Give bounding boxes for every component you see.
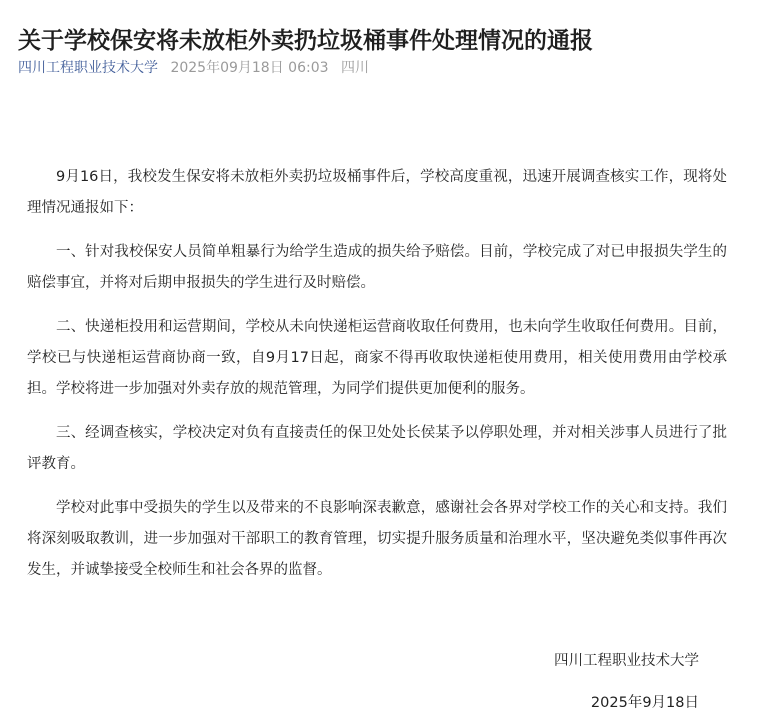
paragraph-item-1: 一、针对我校保安人员简单粗暴行为给学生造成的损失给予赔偿。目前，学校完成了对已申报损失学生的赔偿事宜，并将对后期申报损失的学生进行及时赔偿。 <box>27 244 727 291</box>
publish-date: 2025年09月18日 06:03 <box>170 60 329 76</box>
article-body <box>27 162 727 599</box>
paragraph-intro: 9月16日，我校发生保安将未放柜外卖扔垃圾桶事件后，学校高度重视，迅速开展调查核实工作，现将处理情况通报如下： <box>27 169 727 216</box>
paragraph-item-2: 二、快递柜投用和运营期间，学校从未向快递柜运营商收取任何费用，也未向学生收取任何费用。目前，学校已与快递柜运营商协商一致，自9月17日起，商家不得再收取快递柜使用费用，相关使用费用由学校承担。学校将进一步加强对外卖存放的规范管理，为同学们提供更加便利的服务。 <box>27 319 727 397</box>
region-label: 四川 <box>340 60 369 76</box>
article-title: 关于学校保安将未放柜外卖扔垃圾桶事件处理情况的通报 <box>18 28 593 55</box>
article-meta <box>18 58 369 78</box>
paragraph-item-3: 三、经调查核实，学校决定对负有直接责任的保卫处处长侯某予以停职处理，并对相关涉事人员进行了批评教育。 <box>27 425 727 472</box>
signature-org: 四川工程职业技术大学 <box>554 653 699 669</box>
source-link[interactable]: 四川工程职业技术大学 <box>18 60 158 76</box>
signature-block <box>554 650 699 714</box>
paragraph-closing: 学校对此事中受损失的学生以及带来的不良影响深表歉意，感谢社会各界对学校工作的关心和支持。我们将深刻吸取教训，进一步加强对干部职工的教育管理，切实提升服务质量和治理水平，坚决避免类似事件再次发生，并诚挚接受全校师生和社会各界的监督。 <box>27 500 727 578</box>
signature-date: 2025年9月18日 <box>590 695 699 711</box>
